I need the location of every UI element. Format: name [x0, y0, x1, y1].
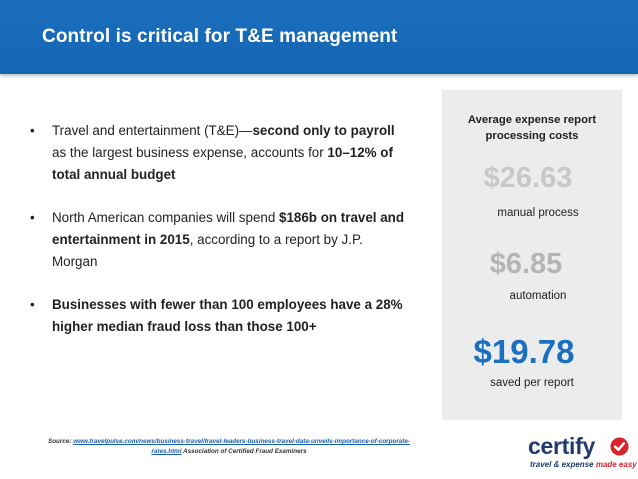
title-bar [0, 0, 638, 74]
manual-cost-label: manual process [497, 207, 579, 219]
bullet-dot: • [30, 297, 35, 312]
bullet-dot: • [30, 123, 35, 138]
automation-cost-value: $6.85 [489, 248, 563, 280]
tagline-part1: travel & expense [530, 460, 596, 469]
bullet-text: North American companies will spend [52, 210, 279, 225]
source-prefix: Source: [48, 438, 74, 445]
source-link[interactable]: www.travelpulse.com/news/business-travel/travel-leaders-business-travel-data-unveils-importance-of-corporate-rates.html [73, 438, 410, 455]
bullet-dot: • [30, 210, 35, 225]
automation-cost-label: automation [509, 290, 567, 302]
cost-stats-panel [442, 90, 622, 420]
savings-value: $19.78 [473, 333, 575, 370]
bullet-emphasis: second only to payroll [252, 123, 395, 138]
bullet-item-te-expense [30, 120, 410, 186]
bullet-item-north-america-spend [30, 207, 410, 273]
tagline-part2: made easy [595, 460, 637, 469]
source-citation [44, 437, 414, 457]
certify-logo [512, 433, 637, 473]
bullet-emphasis: Businesses with fewer than 100 employees have a 28% higher median fraud loss than those 100+ [52, 297, 403, 334]
logo-wordmark: certify [528, 433, 595, 459]
slide-title: Control is critical for T&E management [42, 26, 398, 47]
savings-label: saved per report [490, 377, 574, 389]
panel-title: Average expense report processing costs [467, 114, 597, 142]
manual-cost-value: $26.63 [483, 162, 573, 194]
checkmark-icon [610, 437, 629, 456]
bullet-emphasis: $186b on travel and entertainment in 2015 [52, 210, 405, 247]
bullet-emphasis: 10–12% of total annual budget [52, 145, 393, 182]
bullet-list [30, 120, 410, 359]
bullet-item-fraud-loss [30, 294, 410, 338]
bullet-text: Travel and entertainment (T&E)— [52, 123, 253, 138]
source-suffix: Association of Certified Fraud Examiners [181, 448, 307, 455]
logo-tagline [530, 460, 637, 469]
bullet-text: as the largest business expense, accounts for [52, 145, 328, 160]
bullet-text: , according to a report by J.P. Morgan [52, 232, 363, 269]
